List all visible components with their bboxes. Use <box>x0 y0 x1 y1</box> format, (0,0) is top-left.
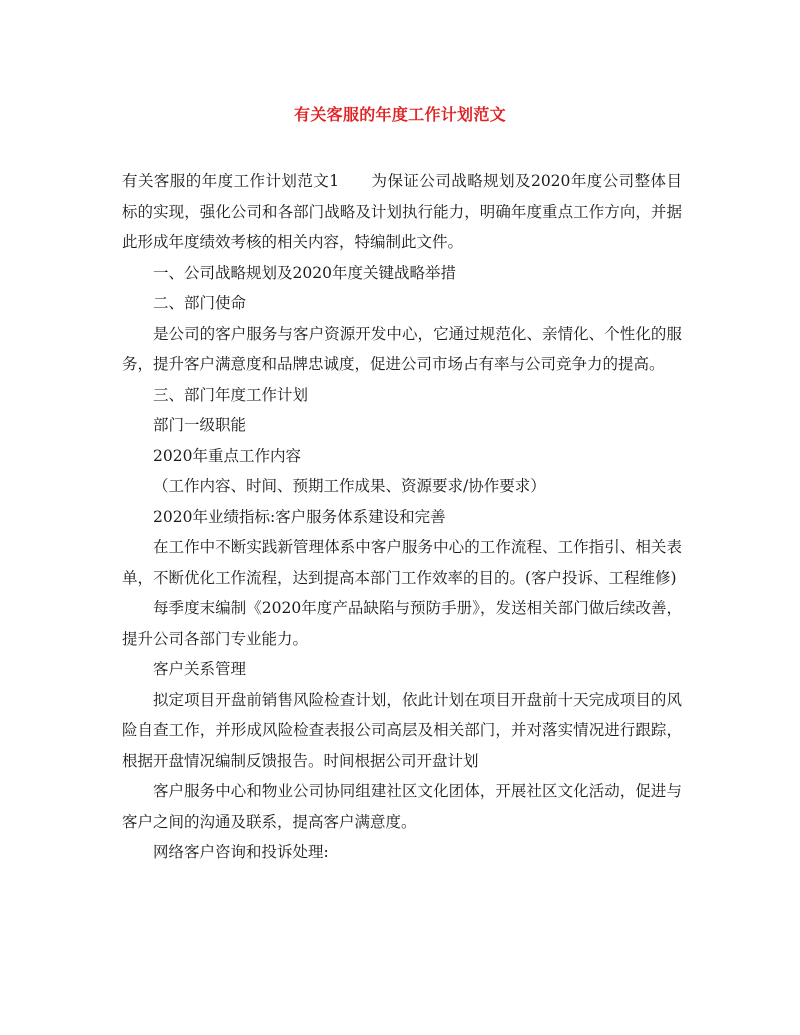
paragraph-relationship-heading: 客户关系管理 <box>153 660 247 678</box>
intro-paragraph <box>122 166 682 258</box>
paragraph-mission-heading: 二、部门使命 <box>153 294 247 312</box>
paragraph-online-heading: 网络客户咨询和投诉处理: <box>153 843 329 861</box>
paragraph-key-work: 2020年重点工作内容 <box>153 446 301 465</box>
paragraph-strategy-heading: 一、公司战略规划及2020年度关键战略举措 <box>153 263 456 282</box>
intro-lead: 有关客服的年度工作计划范文1 <box>122 172 340 190</box>
document-body <box>122 166 682 868</box>
document-title: 有关客服的年度工作计划范文 <box>294 105 506 124</box>
paragraph-community: 客户服务中心和物业公司协同组建社区文化团体，开展社区文化活动，促进与客户之间的沟通及联系，提高客户满意度。 <box>122 782 682 831</box>
paragraph-function: 部门一级职能 <box>153 416 247 434</box>
paragraph-plan-heading: 三、部门年度工作计划 <box>153 385 309 404</box>
paragraph-work-columns: （工作内容、时间、预期工作成果、资源要求/协作要求） <box>153 477 546 495</box>
paragraph-risk-check: 拟定项目开盘前销售风险检查计划，依此计划在项目开盘前十天完成项目的风险自查工作，并形成风险检查表报公司高层及相关部门，并对落实情况进行跟踪，根据开盘情况编制反馈报告。时间根据公司开盘计划 <box>122 690 682 770</box>
paragraph-process: 在工作中不断实践新管理体系中客户服务中心的工作流程、工作指引、相关表单，不断优化工作流程，达到提高本部门工作效率的目的。(客户投诉、工程维修) <box>122 538 682 587</box>
paragraph-mission: 是公司的客户服务与客户资源开发中心，它通过规范化、亲情化、个性化的服务，提升客户满意度和品牌忠诚度，促进公司市场占有率与公司竞争力的提高。 <box>122 324 682 373</box>
intro-rest: 为保证公司战略规划及2020年度公司整体目标的实现，强化公司和各部门战略及计划执行能力，明确年度重点工作方向，并据此形成年度绩效考核的相关内容，特编制此文件。 <box>122 172 682 251</box>
paragraph-manual: 每季度末编制《2020年度产品缺陷与预防手册》，发送相关部门做后续改善，提升公司各部门专业能力。 <box>122 599 682 648</box>
paragraph-kpi: 2020年业绩指标:客户服务体系建设和完善 <box>153 507 446 526</box>
